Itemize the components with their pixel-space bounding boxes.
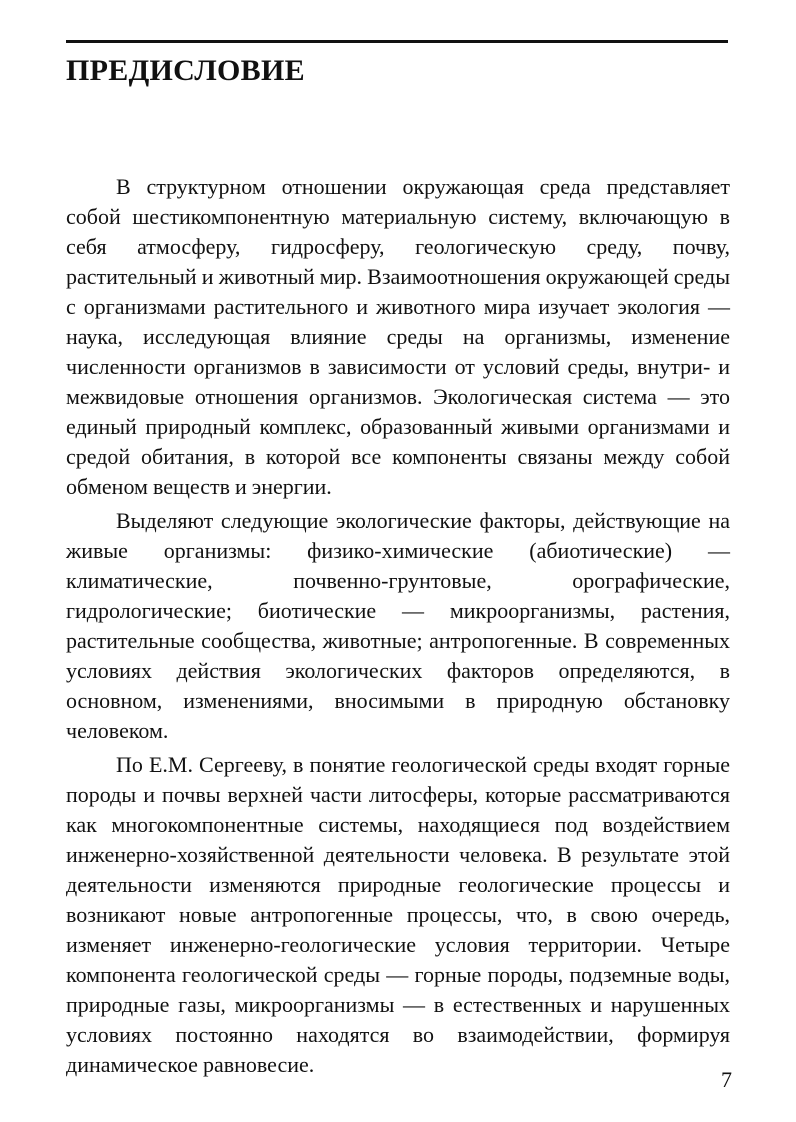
top-rule [66, 40, 728, 43]
page-title: ПРЕДИСЛОВИЕ [66, 54, 305, 87]
body-text [66, 172, 730, 1084]
paragraph: По Е.М. Сергееву, в понятие геологической среды входят горные породы и почвы верхней части литосферы, которые рассматриваются как многокомпонентные системы, находящиеся под воздействием инженерно-хозяйственной деятельности человека. В результате этой деятельности изменяются природные геологические процессы и возникают новые антропогенные процессы, что, в свою очередь, изменяет инженерно-геологические условия территории. Четыре компонента геологической среды — горные породы, подземные воды, природные газы, микроорганизмы — в естественных и нарушенных условиях постоянно находятся во взаимодействии, формируя динамическое равновесие. [66, 752, 730, 1077]
paragraph: В структурном отношении окружающая среда представляет собой шестикомпонентную материальную систему, включающую в себя атмосферу, гидросферу, геологическую среду, почву, растительный и животный мир. Взаимоотношения окружающей среды с организмами растительного и животного мира изучает экология — наука, исследующая влияние среды на организмы, изменение численности организмов в зависимости от условий среды, внутри- и межвидовые отношения организмов. Экологическая система — это единый природный комплекс, образованный живыми организмами и средой обитания, в которой все компоненты связаны между собой обменом веществ и энергии. [66, 174, 730, 499]
page-number: 7 [721, 1067, 732, 1092]
paragraph: Выделяют следующие экологические факторы, действующие на живые организмы: физико-химические (абиотические) — климатические, почвенно-грунтовые, орографические, гидрологические; биотические — микроорганизмы, растения, растительные сообщества, животные; антропогенные. В современных условиях действия экологических факторов определяются, в основном, изменениями, вносимыми в природную обстановку человеком. [66, 508, 730, 743]
